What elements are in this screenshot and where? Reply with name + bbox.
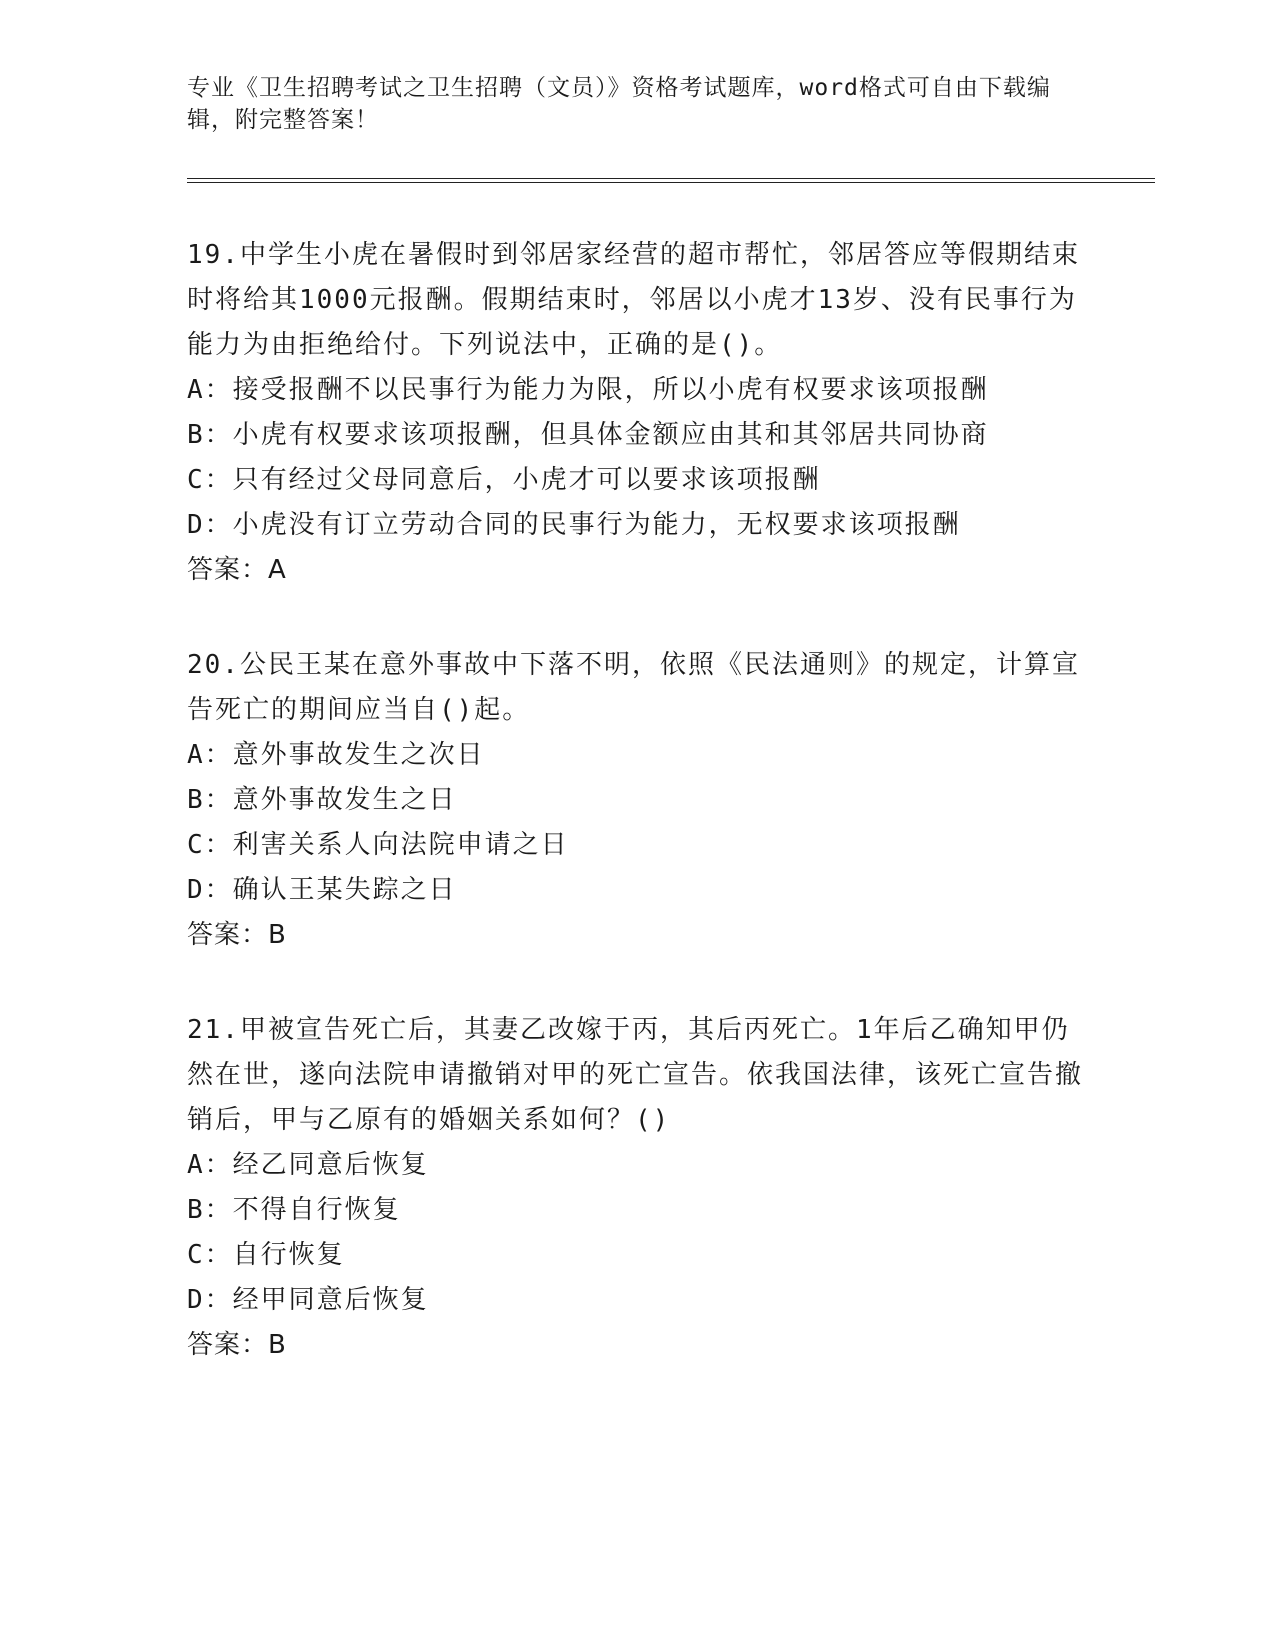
option-d: D：小虎没有订立劳动合同的民事行为能力，无权要求该项报酬 [187, 510, 961, 540]
answer: 答案：B [187, 920, 287, 950]
answer: 答案：A [187, 555, 287, 585]
option-b: B：小虎有权要求该项报酬，但具体金额应由其和其邻居共同协商 [187, 420, 989, 450]
document-header: 专业《卫生招聘考试之卫生招聘（文员）》资格考试题库，word格式可自由下载编辑，附完整答案！ [187, 75, 1051, 133]
option-c: C：利害关系人向法院申请之日 [187, 830, 569, 860]
question-19 [187, 233, 1087, 593]
answer: 答案：B [187, 1330, 287, 1360]
option-a: A：意外事故发生之次日 [187, 740, 485, 770]
option-d: D：经甲同意后恢复 [187, 1285, 429, 1315]
option-d: D：确认王某失踪之日 [187, 875, 457, 905]
option-a: A：接受报酬不以民事行为能力为限，所以小虎有权要求该项报酬 [187, 375, 989, 405]
option-b: B：不得自行恢复 [187, 1195, 401, 1225]
option-c: C：只有经过父母同意后，小虎才可以要求该项报酬 [187, 465, 821, 495]
question-stem: 20.公民王某在意外事故中下落不明，依照《民法通则》的规定，计算宣告死亡的期间应当自()起。 [187, 650, 1080, 725]
question-20 [187, 643, 1087, 958]
option-c: C：自行恢复 [187, 1240, 345, 1270]
question-stem: 21.甲被宣告死亡后，其妻乙改嫁于丙，其后丙死亡。1年后乙确知甲仍然在世，遂向法院申请撤销对甲的死亡宣告。依我国法律，该死亡宣告撤销后，甲与乙原有的婚姻关系如何？() [187, 1015, 1084, 1135]
header-double-rule [187, 178, 1155, 183]
question-stem: 19.中学生小虎在暑假时到邻居家经营的超市帮忙，邻居答应等假期结束时将给其1000元报酬。假期结束时，邻居以小虎才13岁、没有民事行为能力为由拒绝给付。下列说法中，正确的是()。 [187, 240, 1080, 360]
option-a: A：经乙同意后恢复 [187, 1150, 429, 1180]
option-b: B：意外事故发生之日 [187, 785, 457, 815]
question-21 [187, 1008, 1087, 1368]
